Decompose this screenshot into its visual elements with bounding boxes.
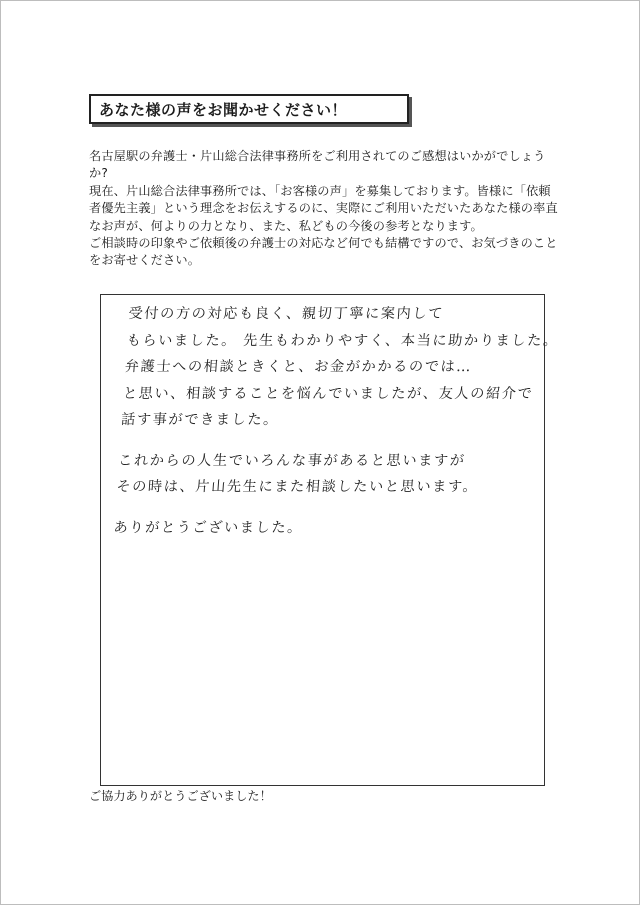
handwritten-line: その時は、片山先生にまた相談したいと思います。	[115, 479, 479, 495]
handwritten-answer	[113, 301, 570, 541]
handwritten-line: 弁護士への相談ときくと、お金がかかるのでは…	[124, 359, 473, 375]
handwritten-line: 話す事ができました。	[120, 412, 280, 428]
paragraph-gap	[119, 434, 560, 448]
handwritten-line: ありがとうございました。	[112, 519, 304, 536]
handwritten-line: 受付の方の対応も良く、親切丁寧に案内して	[127, 306, 445, 322]
handwritten-line: と思い、相談することを悩んでいましたが、友人の紹介で	[122, 385, 534, 402]
intro-paragraph-3: ご相談時の印象やご依頼後の弁護士の対応など何でも結構ですので、お気づきのことをお寄せください。	[89, 236, 558, 268]
intro-text	[89, 148, 559, 270]
handwritten-line: もらいました。 先生もわかりやすく、本当に助かりました。	[126, 332, 560, 349]
handwritten-line: これからの人生でいろんな事があると思いますが	[117, 452, 467, 469]
paragraph-gap	[114, 501, 555, 515]
page-title: あなた様の声をお聞かせください！	[89, 94, 409, 124]
intro-paragraph-2: 現在、片山総合法律事務所では、「お客様の声」を募集しております。皆様に「依頼者優先主義」という理念をお伝えするのに、実際にご利用いただいたあなた様の率直なお声が、何よりの力となり、また、私どもの今後の参考となります。	[89, 183, 558, 233]
footer-thanks: ご協力ありがとうございました！	[89, 789, 272, 803]
intro-paragraph-1: 名古屋駅の弁護士・片山総合法律事務所をご利用されてのご感想はいかがでしょうか?	[89, 149, 546, 181]
